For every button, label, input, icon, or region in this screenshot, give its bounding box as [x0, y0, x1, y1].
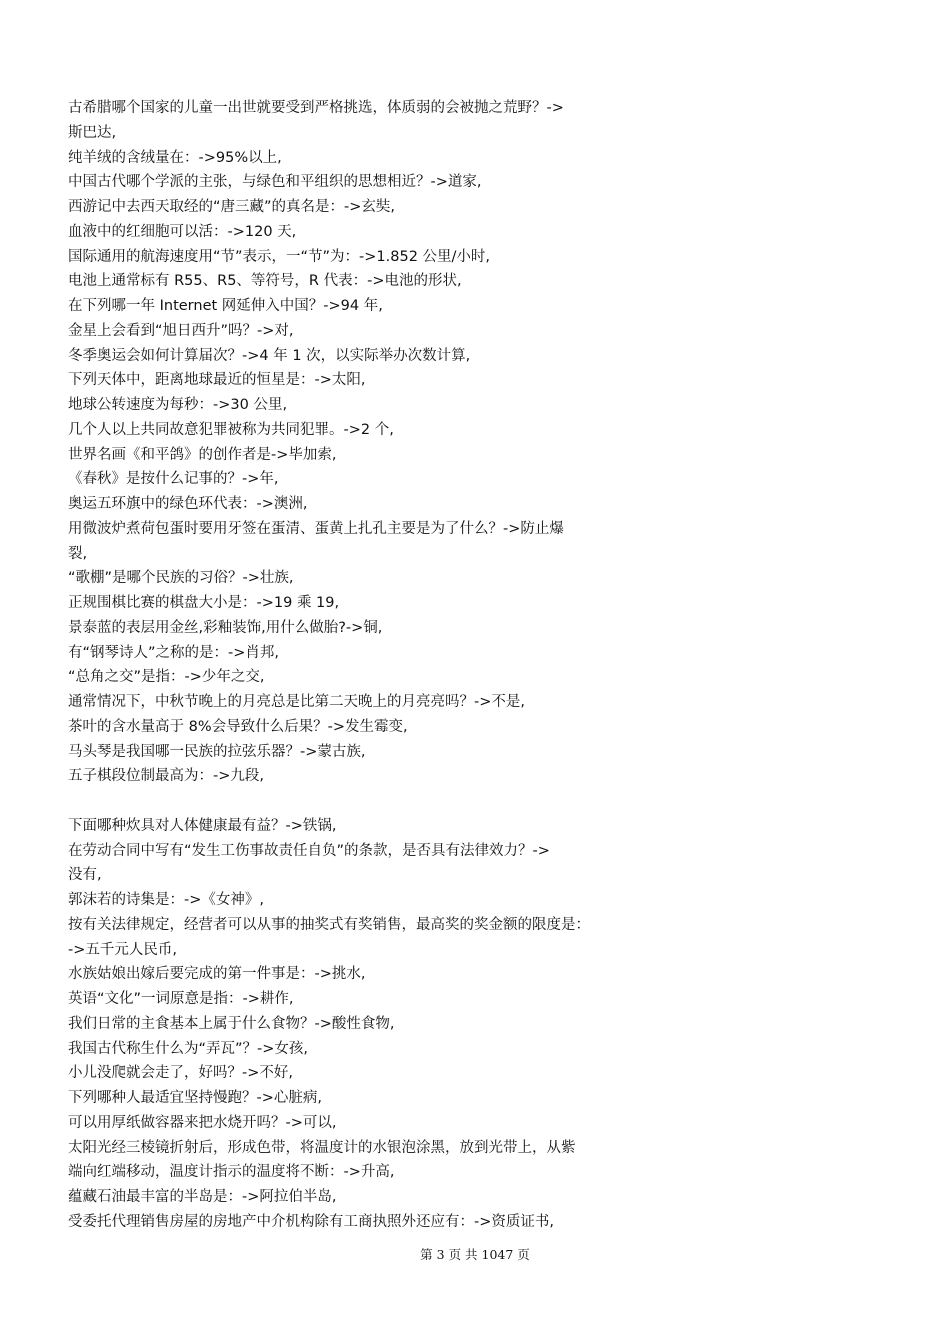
text-line: “总角之交”是指：->少年之交, — [68, 669, 265, 686]
text-line: 电池上通常标有 R55、R5、等符号，R 代表：->电池的形状, — [68, 273, 462, 290]
blank-line — [68, 789, 668, 814]
text-line: 几个人以上共同故意犯罪被称为共同犯罪。->2 个, — [68, 421, 394, 438]
text-line: 英语“文化”一词原意是指：->耕作, — [68, 991, 294, 1007]
text-line: 地球公转速度为每秒：->30 公里, — [68, 397, 288, 413]
text-line: 用微波炉煮荷包蛋时要用牙签在蛋清、蛋黄上扎孔主要是为了什么？->防止爆 — [68, 520, 564, 537]
text-line: 马头琴是我国哪一民族的拉弦乐器？->蒙古族, — [68, 743, 366, 760]
text-line: 在劳动合同中写有“发生工伤事故责任自负”的条款，是否具有法律效力？-> — [68, 842, 550, 859]
text-line: 金星上会看到“旭日西升”吗？->对, — [68, 322, 294, 339]
text-line: 古希腊哪个国家的儿童一出世就要受到严格挑选，体质弱的会被抛之荒野？-> — [68, 100, 564, 116]
text-line: 按有关法律规定，经营者可以从事的抽奖式有奖销售，最高奖的奖金额的限度是： — [68, 916, 590, 933]
text-line: 茶叶的含水量高于 8%会导致什么后果？->发生霉变, — [68, 718, 408, 735]
text-line: 奥运五环旗中的绿色环代表：->澳洲, — [68, 496, 308, 512]
text-line: 有“钢琴诗人”之称的是：->肖邦, — [68, 644, 280, 661]
text-line: 西游记中去西天取经的“唐三藏”的真名是：->玄奘, — [68, 199, 396, 215]
text-line: 我们日常的主食基本上属于什么食物？->酸性食物, — [68, 1015, 395, 1032]
text-line: 郭沫若的诗集是：->《女神》, — [68, 892, 264, 908]
text-line: 水族姑娘出嫁后要完成的第一件事是：->挑水, — [68, 966, 366, 983]
text-line: 下列天体中，距离地球最近的恒星是：->太阳, — [68, 372, 366, 389]
text-line: 蕴藏石油最丰富的半岛是：->阿拉伯半岛, — [68, 1189, 337, 1205]
text-line: 血液中的红细胞可以活：->120 天, — [68, 223, 297, 240]
text-line: 五子棋段位制最高为：->九段, — [68, 768, 264, 785]
text-line: 受委托代理销售房屋的房地产中介机构除有工商执照外还应有：->资质证书, — [68, 1213, 554, 1230]
text-line: 通常情况下，中秋节晚上的月亮总是比第二天晚上的月亮亮吗？->不是, — [68, 694, 525, 710]
text-line: ->五千元人民币, — [68, 941, 177, 958]
text-line: 国际通用的航海速度用“节”表示，一“节”为：->1.852 公里/小时, — [68, 248, 491, 265]
text-line: 小儿没爬就会走了，好吗？->不好, — [68, 1065, 293, 1082]
text-line: 下面哪种炊具对人体健康最有益？->铁锅, — [68, 817, 337, 834]
text-line: 没有, — [68, 867, 102, 884]
text-line: 我国古代称生什么为“弄瓦”？->女孩, — [68, 1040, 309, 1057]
text-line: 世界名画《和平鸽》的创作者是->毕加索, — [68, 446, 337, 463]
text-line: 景泰蓝的表层用金丝,彩釉装饰,用什么做胎?->铜, — [68, 619, 383, 636]
text-line: 太阳光经三棱镜折射后，形成色带，将温度计的水银泡涂黑，放到光带上，从紫 — [68, 1139, 576, 1156]
text-line: 可以用厚纸做容器来把水烧开吗？->可以, — [68, 1114, 337, 1131]
text-line: 裂, — [68, 545, 88, 562]
text-line: 中国古代哪个学派的主张，与绿色和平组织的思想相近？->道家, — [68, 174, 482, 191]
text-line: 《春秋》是按什么记事的？->年, — [68, 471, 279, 488]
text-line: 下列哪种人最适宜坚持慢跑？->心脏病, — [68, 1090, 322, 1106]
text-line: 纯羊绒的含绒量在：->95%以上, — [68, 149, 282, 166]
text-line: 端向红端移动，温度计指示的温度将不断：->升高, — [68, 1164, 395, 1181]
page-footer: 第 3 页 共 1047 页 — [420, 1247, 530, 1262]
document-body — [68, 96, 668, 1235]
text-line: 正规围棋比赛的棋盘大小是：->19 乘 19, — [68, 595, 340, 611]
text-line: 斯巴达, — [68, 124, 117, 141]
text-line: “歌棚”是哪个民族的习俗？->壮族, — [68, 570, 294, 587]
text-line: 在下列哪一年 Internet 网延伸入中国？->94 年, — [68, 298, 383, 314]
text-line: 冬季奥运会如何计算届次？->4 年 1 次，以实际举办次数计算, — [68, 347, 471, 364]
